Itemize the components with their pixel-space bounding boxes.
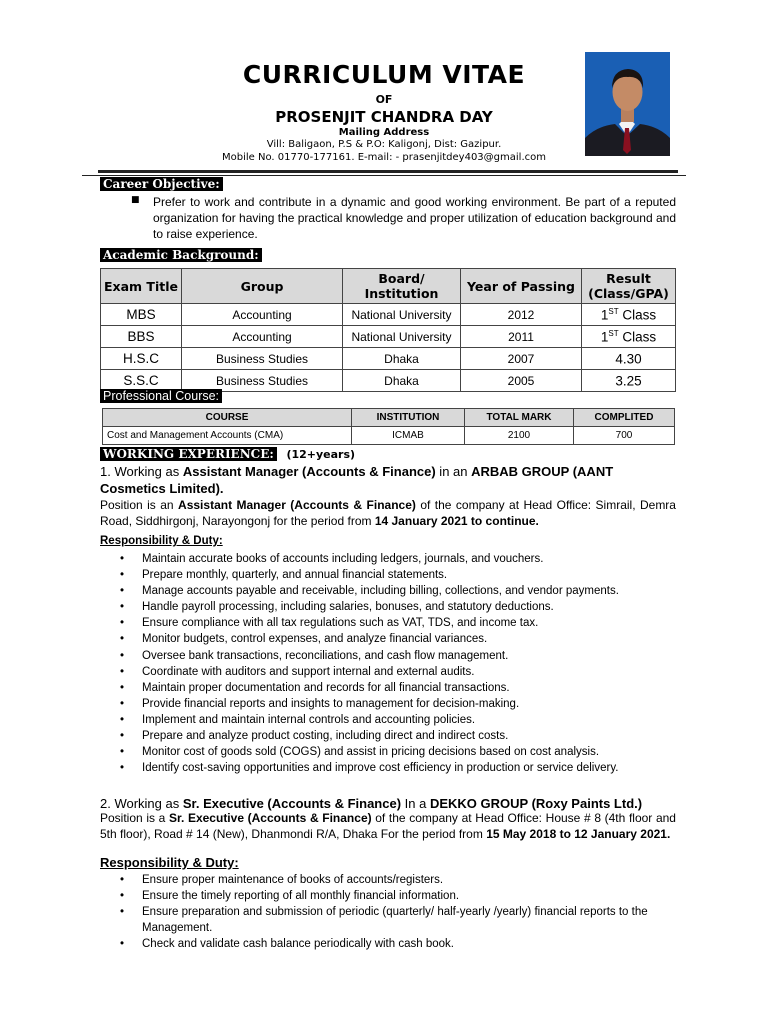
board-cell: National University bbox=[343, 304, 461, 326]
list-item: • Handle payroll processing, including salaries, bonuses, and statutory deductions. bbox=[120, 601, 554, 614]
job2-position: Position is a Sr. Executive (Accounts & Finance) of the company at Head Office: House # 8 (4th floor and 5th floor), Road # 14 (New), Dhanmondi R/A, Dhaka For the period from 15 May 2018 to 12 January 2021. bbox=[100, 811, 676, 841]
completed-cell: 700 bbox=[574, 427, 675, 445]
experience-section bbox=[100, 447, 355, 462]
board-cell: National University bbox=[343, 326, 461, 348]
career-objective-text: Prefer to work and contribute in a dynamic and good working environment. Be part of a reputed organization for having the practical knowledge and proper utilization of education background and to raise experience. bbox=[153, 195, 677, 241]
job2-duty-list bbox=[100, 872, 676, 952]
exam-cell: S.S.C bbox=[101, 370, 182, 392]
professional-section bbox=[100, 389, 222, 404]
group-cell: Business Studies bbox=[182, 348, 343, 370]
col-year: Year of Passing bbox=[461, 269, 582, 304]
col-group: Group bbox=[182, 269, 343, 304]
professional-table bbox=[102, 408, 675, 445]
list-item: • Monitor cost of goods sold (COGS) and assist in pricing decisions based on cost analysis. bbox=[120, 746, 600, 759]
list-item: • Monitor budgets, control expenses, and analyze financial variances. bbox=[120, 633, 488, 646]
header-divider bbox=[98, 170, 678, 173]
career-objective-section bbox=[100, 177, 223, 192]
col-board: Board/ Institution bbox=[343, 269, 461, 304]
result-cell: 1ST Class bbox=[582, 304, 676, 326]
group-cell: Business Studies bbox=[182, 370, 343, 392]
col-completed: COMPLITED bbox=[574, 409, 675, 427]
candidate-name: PROSENJIT CHANDRA DAY bbox=[275, 108, 493, 126]
job1-position: Position is an Assistant Manager (Accounts & Finance) of the company at Head Office: Simrail, Demra Road, Siddhirgonj, Narayongonj for the period from 14 January 2021 to continue. bbox=[100, 498, 676, 528]
address-line: Vill: Baligaon, P.S & P.O: Kaligonj, Dist: Gazipur. bbox=[266, 139, 502, 150]
list-item: • Prepare monthly, quarterly, and annual financial statements. bbox=[120, 569, 448, 582]
list-item: • Ensure the timely reporting of all monthly financial information. bbox=[120, 890, 460, 903]
total-mark-cell: 2100 bbox=[465, 427, 574, 445]
exam-cell: H.S.C bbox=[101, 348, 182, 370]
table-row bbox=[101, 326, 676, 348]
result-cell: 4.30 bbox=[582, 348, 676, 370]
col-exam-title: Exam Title bbox=[101, 269, 182, 304]
of-label: OF bbox=[375, 93, 393, 106]
result-cell: 1ST Class bbox=[582, 326, 676, 348]
job1-duty-list bbox=[100, 551, 676, 776]
academic-heading: Academic Background: bbox=[100, 248, 262, 262]
list-item: • Manage accounts payable and receivable, including billing, collections, and vendor payments. bbox=[120, 585, 619, 598]
list-item: • Maintain accurate books of accounts including ledgers, journals, and vouchers. bbox=[120, 553, 544, 565]
list-item: • Ensure preparation and submission of periodic (quarterly/ half-yearly /yearly) financial reports to the Management. bbox=[120, 906, 648, 935]
list-item: • Implement and maintain internal controls and accounting policies. bbox=[120, 713, 476, 726]
year-cell: 2005 bbox=[461, 370, 582, 392]
board-cell: Dhaka bbox=[343, 370, 461, 392]
experience-years: (12+years) bbox=[286, 448, 356, 461]
group-cell: Accounting bbox=[182, 304, 343, 326]
list-item: • Prepare and analyze product costing, including direct and indirect costs. bbox=[120, 730, 509, 743]
result-cell: 3.25 bbox=[582, 370, 676, 392]
exam-cell: MBS bbox=[101, 304, 182, 326]
list-item: • Check and validate cash balance periodically with cash book. bbox=[120, 938, 454, 951]
academic-header-row bbox=[101, 269, 676, 304]
academic-section bbox=[100, 248, 262, 263]
list-item: • Oversee bank transactions, reconciliations, and cash flow management. bbox=[120, 649, 509, 662]
profile-photo bbox=[585, 52, 670, 156]
list-item: • Maintain proper documentation and records for all financial transactions. bbox=[120, 681, 510, 694]
list-item: • Provide financial reports and insights to management for decision-making. bbox=[120, 697, 520, 710]
cv-title: CURRICULUM VITAE bbox=[242, 60, 526, 89]
list-item: • Coordinate with auditors and support internal and external audits. bbox=[120, 665, 475, 678]
contact-line: Mobile No. 01770-177161. E-mail: - prasenjitdey403@gmail.com bbox=[222, 152, 546, 163]
year-cell: 2012 bbox=[461, 304, 582, 326]
list-item: • Ensure compliance with all tax regulations such as VAT, TDS, and income tax. bbox=[120, 617, 539, 630]
professional-heading: Professional Course: bbox=[100, 389, 222, 403]
header-divider-thin bbox=[82, 175, 686, 176]
table-row bbox=[103, 427, 675, 445]
exam-cell: BBS bbox=[101, 326, 182, 348]
job1-duty-heading: Responsibility & Duty: bbox=[100, 535, 223, 547]
course-cell: Cost and Management Accounts (CMA) bbox=[103, 427, 352, 445]
professional-header-row bbox=[103, 409, 675, 427]
table-row bbox=[101, 348, 676, 370]
col-total-mark: TOTAL MARK bbox=[465, 409, 574, 427]
experience-heading: WORKING EXPERIENCE: bbox=[100, 447, 277, 461]
career-objective-heading: Career Objective: bbox=[100, 177, 223, 191]
table-row bbox=[101, 304, 676, 326]
mailing-address-label: Mailing Address bbox=[338, 127, 430, 138]
col-course: COURSE bbox=[103, 409, 352, 427]
list-item: • Identify cost-saving opportunities and improve cost efficiency in production or service delivery. bbox=[120, 762, 619, 775]
year-cell: 2011 bbox=[461, 326, 582, 348]
job1-title: 1. Working as Assistant Manager (Accounts & Finance) in an ARBAB GROUP (AANT Cosmetics Limited). bbox=[100, 464, 614, 496]
group-cell: Accounting bbox=[182, 326, 343, 348]
year-cell: 2007 bbox=[461, 348, 582, 370]
institution-cell: ICMAB bbox=[352, 427, 465, 445]
board-cell: Dhaka bbox=[343, 348, 461, 370]
job2-title: 2. Working as Sr. Executive (Accounts & Finance) In a DEKKO GROUP (Roxy Paints Ltd.) bbox=[100, 796, 643, 811]
job2-duty-heading: Responsibility & Duty: bbox=[100, 855, 239, 870]
list-item: • Ensure proper maintenance of books of accounts/registers. bbox=[120, 874, 444, 886]
col-result: Result (Class/GPA) bbox=[582, 269, 676, 304]
academic-table bbox=[100, 268, 676, 392]
square-bullet-icon: ■ bbox=[131, 195, 140, 205]
col-institution: INSTITUTION bbox=[352, 409, 465, 427]
